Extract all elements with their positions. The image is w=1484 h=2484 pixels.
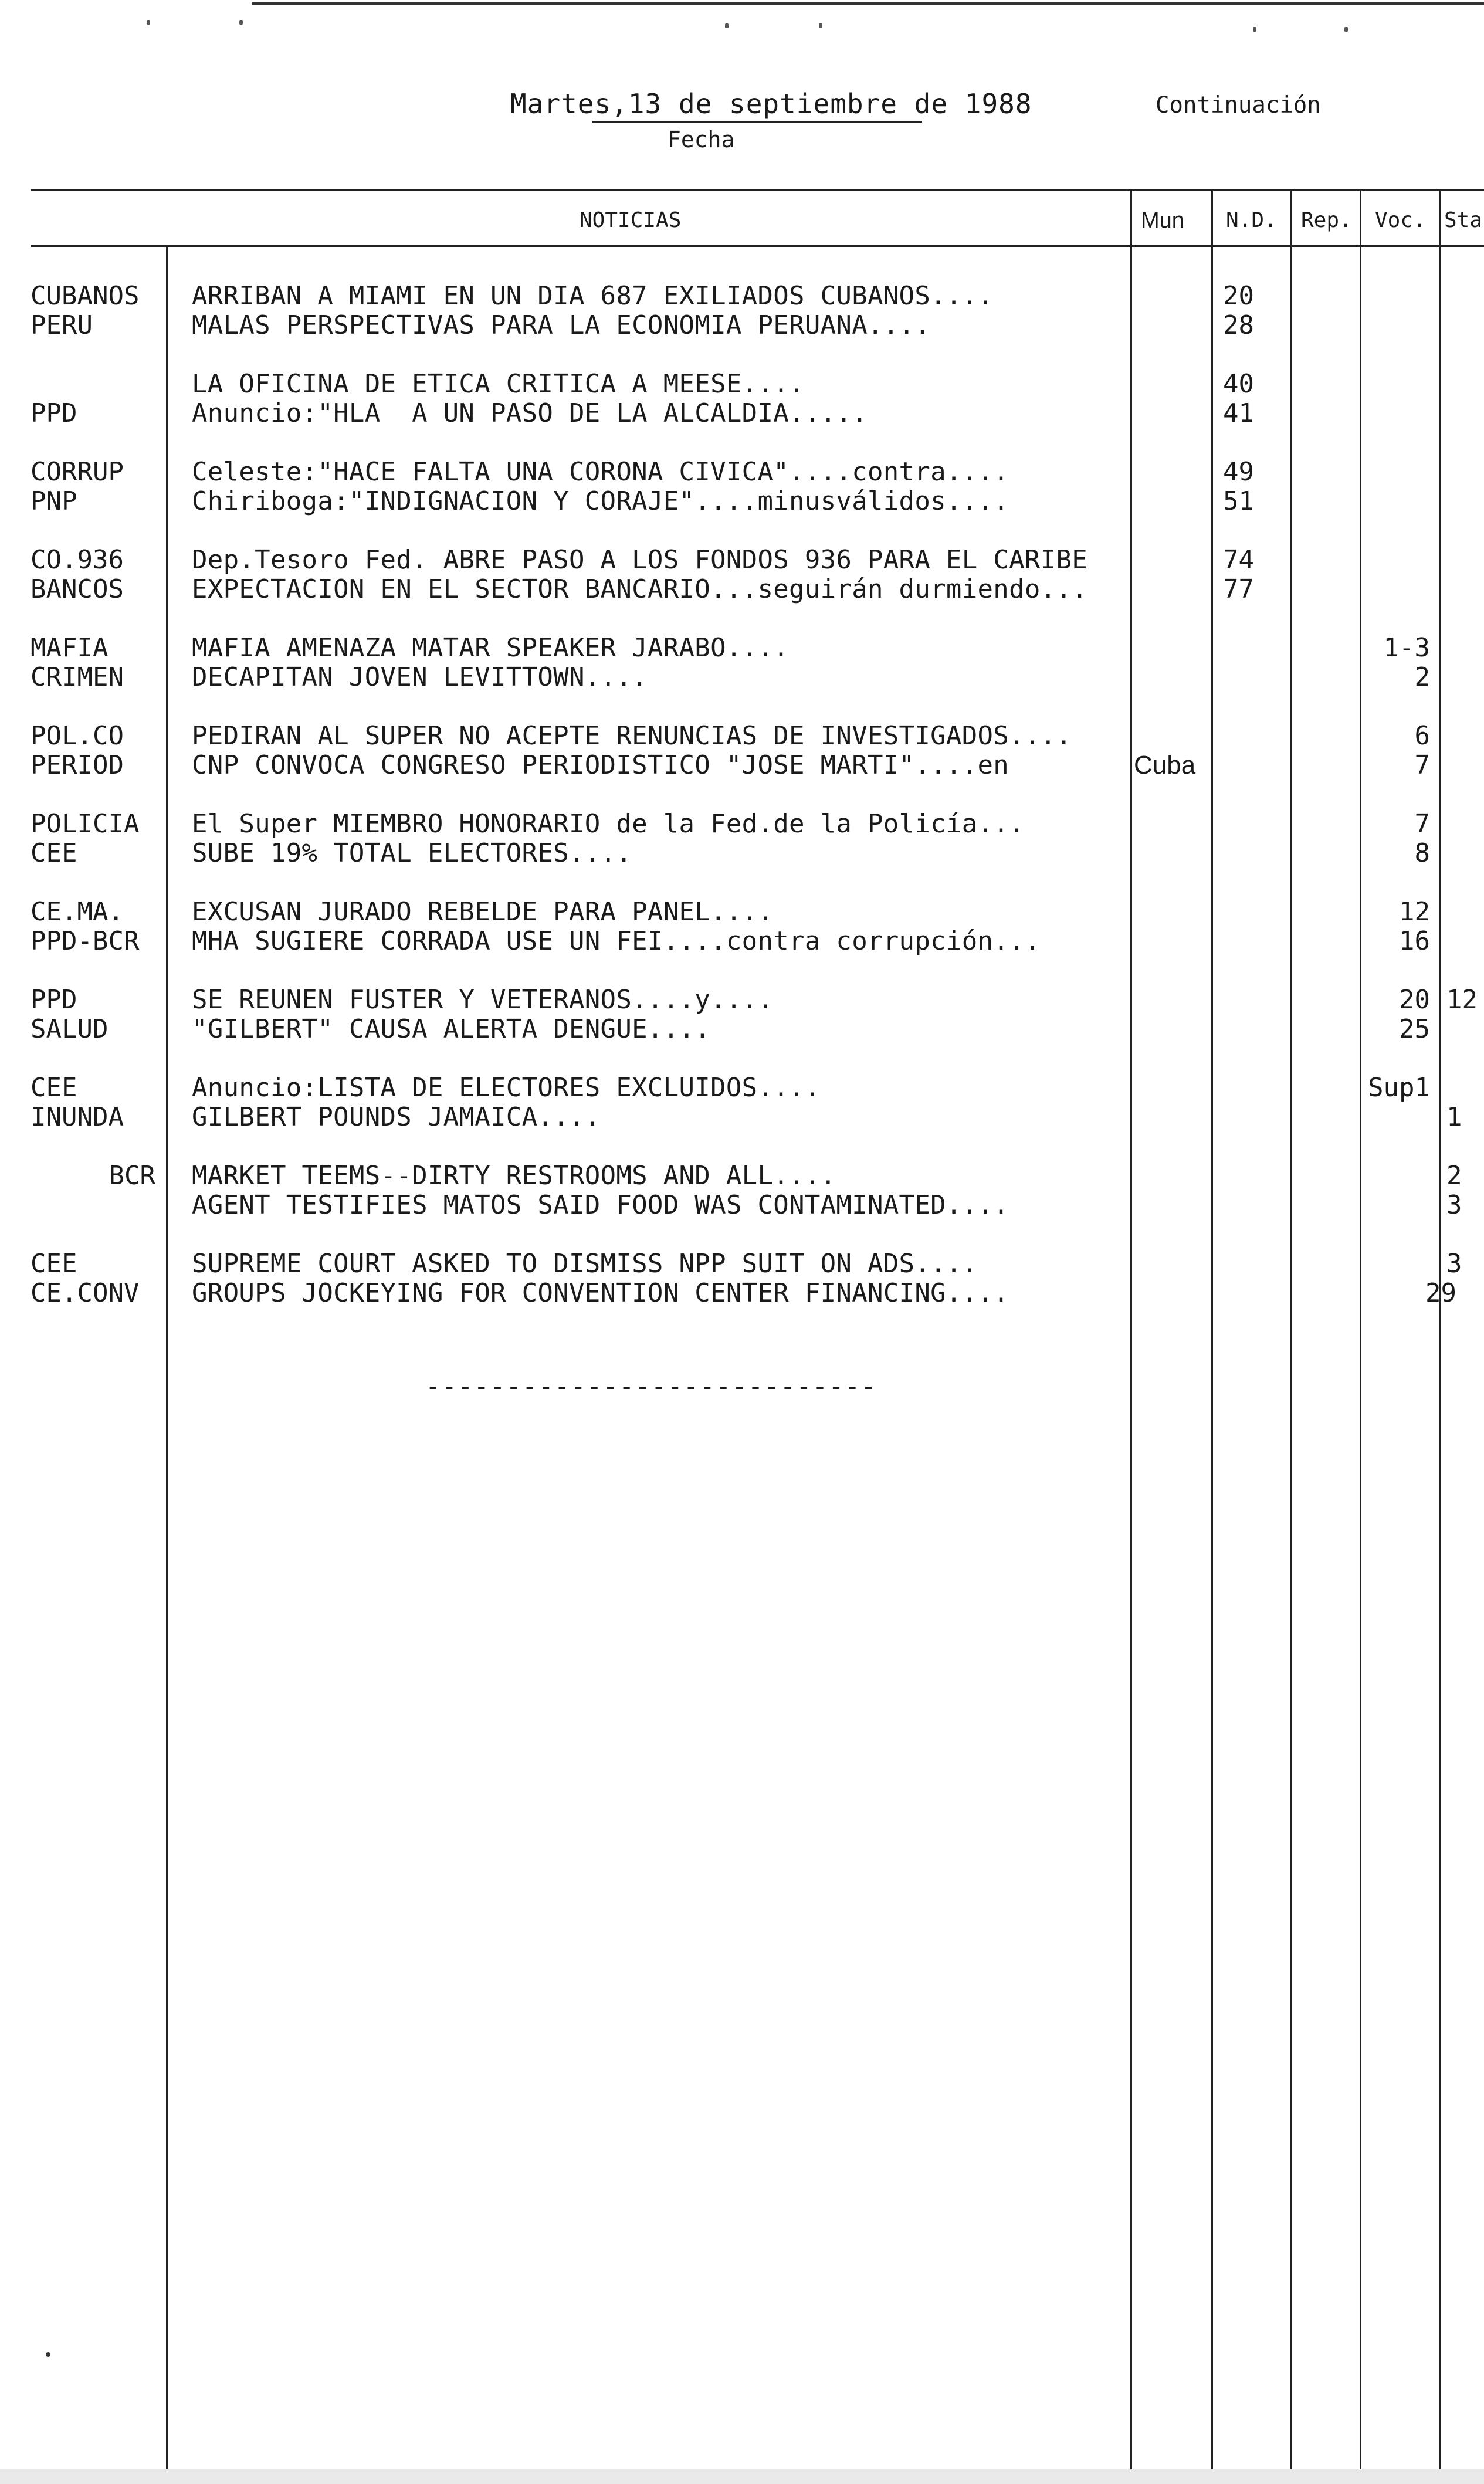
row-headline: CNP CONVOCA CONGRESO PERIODISTICO "JOSE MARTI"....en xyxy=(192,750,1009,780)
table-row xyxy=(0,1103,1484,1132)
table-row xyxy=(0,399,1484,428)
table-row xyxy=(0,721,1484,751)
end-separator: ---------------------------- xyxy=(425,1371,877,1401)
row-headline: Celeste:"HACE FALTA UNA CORONA CIVICA"....contra.... xyxy=(192,457,1009,487)
table-row xyxy=(0,1161,1484,1191)
table-top-rule xyxy=(31,189,1484,191)
row-voc: 16 xyxy=(1399,926,1430,956)
row-headline: El Super MIEMBRO HONORARIO de la Fed.de la Policía... xyxy=(192,809,1025,839)
row-headline: Anuncio:"HLA A UN PASO DE LA ALCALDIA..... xyxy=(192,398,868,428)
row-tag: CUBANOS xyxy=(31,281,140,311)
column-header-noticias: NOTICIAS xyxy=(580,208,682,232)
sta-column-divider xyxy=(1439,189,1441,2484)
row-headline: LA OFICINA DE ETICA CRITICA A MEESE.... xyxy=(192,369,805,399)
row-voc: Sup1 xyxy=(1368,1073,1430,1103)
row-headline: DECAPITAN JOVEN LEVITTOWN.... xyxy=(192,662,648,692)
row-headline: MALAS PERSPECTIVAS PARA LA ECONOMIA PERUANA.... xyxy=(192,310,931,340)
table-row xyxy=(0,282,1484,311)
row-headline: Anuncio:LISTA DE ELECTORES EXCLUIDOS.... xyxy=(192,1073,821,1103)
row-tag: PNP xyxy=(31,486,77,516)
row-sta: 3 xyxy=(1446,1249,1462,1279)
row-headline: GROUPS JOCKEYING FOR CONVENTION CENTER FINANCING.... xyxy=(192,1278,1009,1308)
row-headline: SUBE 19% TOTAL ELECTORES.... xyxy=(192,838,632,868)
table-row xyxy=(0,927,1484,956)
table-row xyxy=(0,839,1484,868)
row-headline: AGENT TESTIFIES MATOS SAID FOOD WAS CONTAMINATED.... xyxy=(192,1190,1009,1220)
row-voc: 7 xyxy=(1414,809,1430,839)
row-headline: "GILBERT" CAUSA ALERTA DENGUE.... xyxy=(192,1014,711,1044)
row-tag: CEE xyxy=(31,1249,77,1279)
row-nd: 74 xyxy=(1223,545,1254,575)
speck-mark xyxy=(239,20,243,25)
column-header-rep: Rep. xyxy=(1301,208,1352,232)
row-headline: SE REUNEN FUSTER Y VETERANOS....y.... xyxy=(192,985,774,1015)
table-row xyxy=(0,1191,1484,1220)
table-row xyxy=(0,751,1484,780)
row-tag: PPD-BCR xyxy=(31,926,140,956)
table-row xyxy=(0,575,1484,604)
row-nd: 77 xyxy=(1223,574,1254,604)
row-nd: 40 xyxy=(1223,369,1254,399)
speck-mark xyxy=(725,23,729,28)
row-sta: 12 xyxy=(1446,985,1478,1015)
speck-mark xyxy=(1253,27,1256,32)
table-row xyxy=(0,1015,1484,1044)
row-nd: 20 xyxy=(1223,281,1254,311)
row-sta: 3 xyxy=(1446,1190,1462,1220)
scan-bottom-edge xyxy=(0,2469,1484,2484)
row-voc: 12 xyxy=(1399,897,1430,927)
row-tag: CE.CONV xyxy=(31,1278,140,1308)
row-headline: EXCUSAN JURADO REBELDE PARA PANEL.... xyxy=(192,897,774,927)
table-row xyxy=(0,897,1484,927)
row-sta: 1 xyxy=(1446,1102,1462,1132)
row-headline: Dep.Tesoro Fed. ABRE PASO A LOS FONDOS 936 PARA EL CARIBE xyxy=(192,545,1088,575)
row-voc: 7 xyxy=(1414,750,1430,780)
row-tag: PPD xyxy=(31,985,77,1015)
table-row xyxy=(0,663,1484,692)
row-nd: 41 xyxy=(1223,398,1254,428)
continuation-label: Continuación xyxy=(1156,92,1321,118)
row-voc: 1-3 xyxy=(1383,633,1430,663)
row-nd: 28 xyxy=(1223,310,1254,340)
rep-column-divider xyxy=(1290,189,1292,2484)
column-header-voc: Voc. xyxy=(1375,208,1426,232)
row-voc: 25 xyxy=(1399,1014,1430,1044)
row-nd: 51 xyxy=(1223,486,1254,516)
row-voc: 2 xyxy=(1414,662,1430,692)
speck-mark xyxy=(147,20,150,25)
speck-mark xyxy=(1344,27,1348,32)
row-headline: MAFIA AMENAZA MATAR SPEAKER JARABO.... xyxy=(192,633,790,663)
fecha-label: Fecha xyxy=(668,127,735,153)
row-tag: PERIOD xyxy=(31,750,124,780)
table-row xyxy=(0,809,1484,839)
row-tag: INUNDA xyxy=(31,1102,124,1132)
row-tag: BCR xyxy=(109,1161,155,1191)
row-headline: MHA SUGIERE CORRADA USE UN FEI....contra corrupción... xyxy=(192,926,1041,956)
row-tag: POL.CO xyxy=(31,721,124,751)
speck-mark xyxy=(46,2352,50,2357)
date-underline xyxy=(592,121,922,123)
row-tag: SALUD xyxy=(31,1014,109,1044)
table-row xyxy=(0,370,1484,399)
row-voc: 6 xyxy=(1414,721,1430,751)
table-row xyxy=(0,1073,1484,1103)
nd-column-divider xyxy=(1211,189,1213,2484)
row-headline: MARKET TEEMS--DIRTY RESTROOMS AND ALL.... xyxy=(192,1161,836,1191)
row-headline: GILBERT POUNDS JAMAICA.... xyxy=(192,1102,601,1132)
row-sta: 29 xyxy=(1425,1278,1456,1308)
column-header-nd: N.D. xyxy=(1226,208,1277,232)
row-voc: 20 xyxy=(1399,985,1430,1015)
row-tag: CO.936 xyxy=(31,545,124,575)
row-headline: SUPREME COURT ASKED TO DISMISS NPP SUIT ON ADS.... xyxy=(192,1249,978,1279)
row-sta: 2 xyxy=(1446,1161,1462,1191)
row-tag: CORRUP xyxy=(31,457,124,487)
row-tag: MAFIA xyxy=(31,633,109,663)
row-headline: EXPECTACION EN EL SECTOR BANCARIO...seguirán durmiendo... xyxy=(192,574,1088,604)
table-row xyxy=(0,985,1484,1015)
row-headline: ARRIBAN A MIAMI EN UN DIA 687 EXILIADOS CUBANOS.... xyxy=(192,281,994,311)
column-header-mun: Mun xyxy=(1141,208,1184,233)
speck-mark xyxy=(819,23,822,28)
table-header-rule xyxy=(31,245,1484,247)
row-voc: 8 xyxy=(1414,838,1430,868)
voc-column-divider xyxy=(1360,189,1361,2484)
row-tag: POLICIA xyxy=(31,809,140,839)
table-row xyxy=(0,458,1484,487)
top-edge-rule xyxy=(252,2,1484,5)
mun-column-divider xyxy=(1130,189,1132,2484)
table-row xyxy=(0,633,1484,663)
table-row xyxy=(0,545,1484,575)
row-tag: PERU xyxy=(31,310,93,340)
row-tag: BANCOS xyxy=(31,574,124,604)
row-mun: Cuba xyxy=(1134,751,1196,780)
row-tag: CEE xyxy=(31,1073,77,1103)
row-headline: Chiriboga:"INDIGNACION Y CORAJE"....minusválidos.... xyxy=(192,486,1009,516)
row-headline: PEDIRAN AL SUPER NO ACEPTE RENUNCIAS DE INVESTIGADOS.... xyxy=(192,721,1072,751)
table-row xyxy=(0,1249,1484,1279)
row-nd: 49 xyxy=(1223,457,1254,487)
row-tag: CE.MA. xyxy=(31,897,124,927)
table-row xyxy=(0,487,1484,516)
row-tag: PPD xyxy=(31,398,77,428)
row-tag: CEE xyxy=(31,838,77,868)
table-row xyxy=(0,311,1484,340)
header-date: Martes,13 de septiembre de 1988 xyxy=(510,88,1032,120)
row-tag: CRIMEN xyxy=(31,662,124,692)
table-row xyxy=(0,1279,1484,1308)
column-header-sta: Sta xyxy=(1444,208,1483,232)
